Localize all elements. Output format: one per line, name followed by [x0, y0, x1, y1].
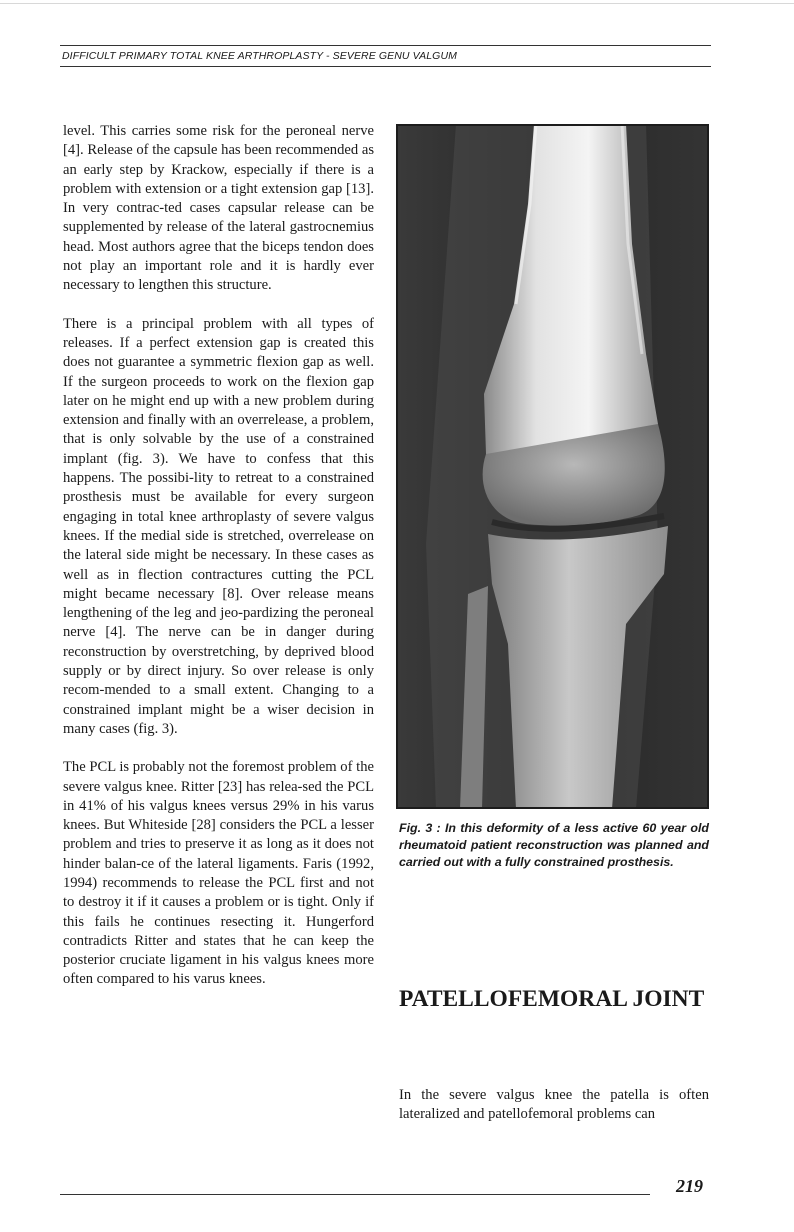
paragraph-4: In the severe valgus knee the patella is often lateralized and patellofemoral problems can	[399, 1087, 709, 1123]
figure-caption: Fig. 3 : In this deformity of a less active 60 year old rheumatoid patient reconstruction was planned and carried out with a fully constrained prosthesis.	[399, 821, 709, 869]
knee-xray-image	[396, 124, 709, 809]
paragraph-2: There is a principal problem with all types of releases. If a perfect extension gap is created this does not guarantee a symmetric flexion gap as well. If the surgeon proceeds to work on the flexion gap later on he might end up with a new problem during extension and finally with an overrelease, a problem, that is only solvable by the use of a constrained implant (fig. 3). We have to confess that this happens. The possibi-lity to retreat to a constrained prosthesis must be available for every surgeon engaging in total knee arthroplasty of severe valgus knees. If the medial side is stretched, overrelease on the lateral side might be necessary. In these cases as well as in flection contractures cutting the PCL might became necessary [8]. Over release means lengthening of the leg and jeo-pardizing the peroneal nerve [4]. The nerve can be in danger during reconstruction by overstretching, by deprived blood supply or by direct injury. So over release is only recom-mended to a small extent. Changing to a constrained implant might be a wiser decision in many cases (fig. 3).	[63, 315, 374, 737]
page-number: 219	[676, 1176, 703, 1196]
left-text-column	[63, 122, 374, 1009]
paragraph-3: The PCL is probably not the foremost problem of the severe valgus knee. Ritter [23] has relea-sed the PCL in 41% of his valgus knees versus 29% in his varus knees. But Whiteside [28] considers the PCL a lesser problem and tries to preserve it as long as it does not hinder balan-ce of the lateral ligaments. Faris (1992, 1994) recommends to release the PCL first and not to destroy it if it causes a problem or is tight. Only if this fails he continues resecting it. Hungerford contradicts Ritter and states that he can keep the posterior cruciate ligament in his valgus knees more often compared to his varus knees.	[63, 759, 374, 988]
knee-xray-figure	[396, 124, 709, 809]
right-text-column	[399, 1086, 709, 1125]
paragraph-1: level. This carries some risk for the peroneal nerve [4]. Release of the capsule has been recommended as an early step by Krackow, especially if there is a problem with extension or a tight extension gap [13]. In very contrac-ted cases capsular release can be supplemented by release of the lateral gastrocnemius head. Most authors agree that the biceps tendon does not play an important role and it is hardly ever necessary to lengthen this structure.	[63, 123, 374, 294]
top-edge-rule	[0, 3, 794, 4]
footer-rule	[60, 1194, 650, 1195]
section-heading: PATELLOFEMORAL JOINT	[399, 986, 705, 1012]
running-header: DIFFICULT PRIMARY TOTAL KNEE ARTHROPLASTY - SEVERE GENU VALGUM	[60, 45, 711, 67]
